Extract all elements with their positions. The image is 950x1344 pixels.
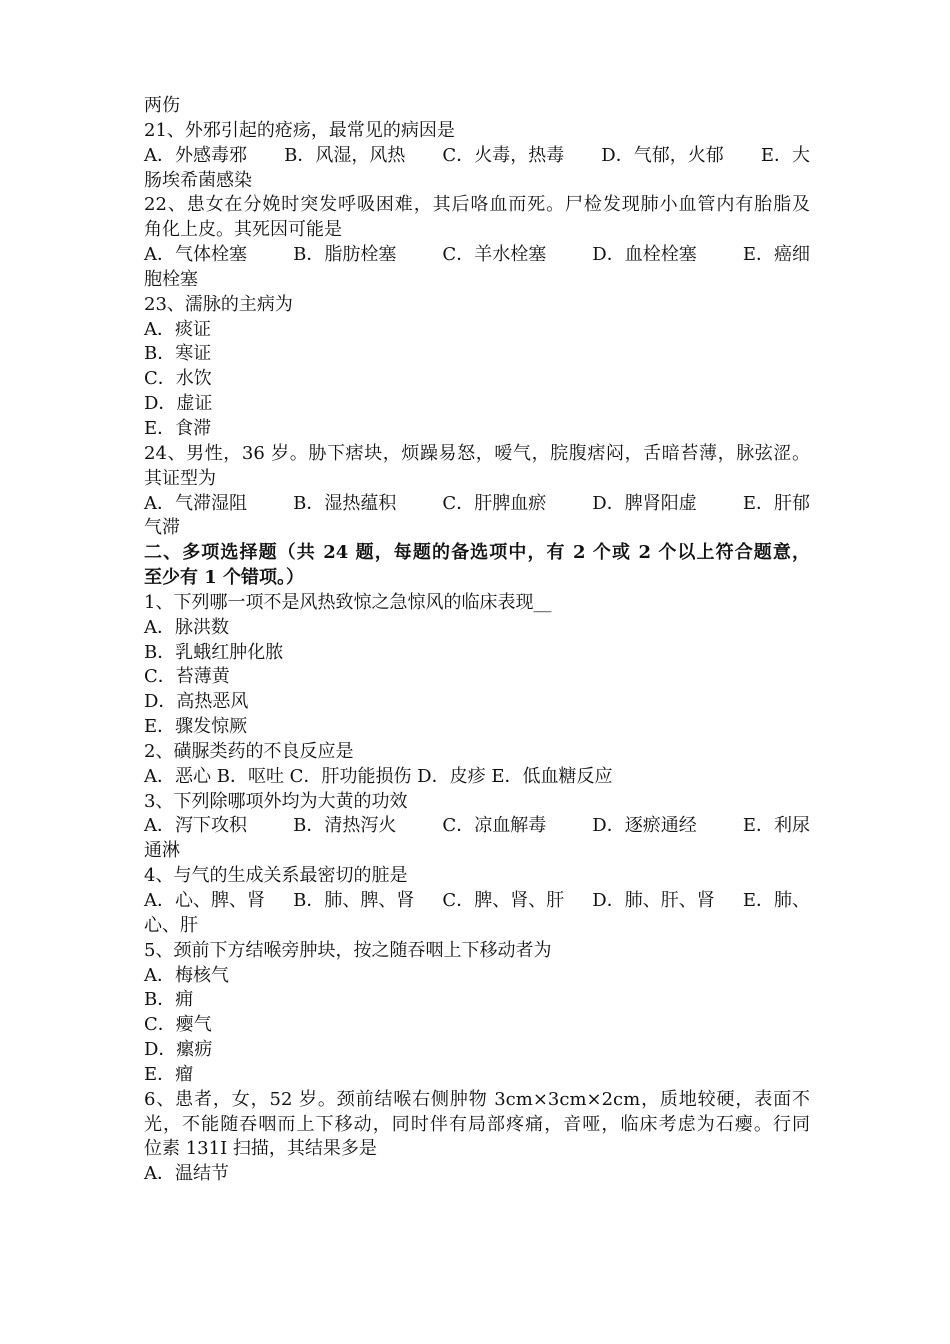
text-line: D．瘰疬 <box>144 1039 213 1061</box>
option-text: E．利尿 <box>742 815 810 837</box>
options-row <box>144 492 810 517</box>
text-line: 21、外邪引起的疮疡，最常见的病因是 <box>144 119 455 141</box>
text-line: A．温结节 <box>144 1163 229 1185</box>
option-text: C．羊水栓塞 <box>442 244 547 266</box>
section-heading-line: 二、多项选择题（共 24 题，每题的备选项中，有 2 个或 2 个以上符合题意， <box>144 542 810 564</box>
text-line: A．痰证 <box>144 318 211 340</box>
text-line: C．瘿气 <box>144 1014 212 1036</box>
option-text: B．肺、脾、肾 <box>293 890 415 911</box>
text-line: A．恶心 B．呕吐 C．肝功能损伤 D．皮疹 E．低血糖反应 <box>144 765 613 787</box>
text-line: 胞栓塞 <box>144 268 198 290</box>
option-text: C．脾、肾、肝 <box>442 890 565 911</box>
option-text: D．血栓栓塞 <box>592 244 697 266</box>
text-line: 22、患女在分娩时突发呼吸困难，其后咯血而死。尸检发现肺小血管内有胎脂及 <box>144 194 810 216</box>
text-line: E．瘤 <box>144 1063 194 1085</box>
option-text: D．肺、肝、肾 <box>592 890 715 911</box>
option-text: A．气滞湿阻 <box>144 492 247 514</box>
text-line: 23、濡脉的主病为 <box>144 293 293 315</box>
text-line: 两伤 <box>144 95 180 116</box>
options-row <box>144 814 810 839</box>
option-text: A．外感毒邪 <box>144 144 247 166</box>
text-line: 肠埃希菌感染 <box>144 169 252 191</box>
option-text: C．火毒，热毒 <box>442 144 565 166</box>
options-row <box>144 144 810 169</box>
text-line: 1、下列哪一项不是风热致惊之急惊风的临床表现__ <box>144 591 552 613</box>
text-line: D．高热恶风 <box>144 691 249 713</box>
options-row <box>144 243 810 268</box>
option-text: B．湿热蕴积 <box>293 492 397 514</box>
text-line: B．寒证 <box>144 343 212 365</box>
option-text: A．气体栓塞 <box>144 244 247 266</box>
section-heading-line: 至少有 1 个错项。） <box>144 567 305 589</box>
text-line: A．脉洪数 <box>144 616 229 638</box>
options-row <box>144 889 810 914</box>
option-text: E．癌细 <box>742 244 810 266</box>
option-text: E．肝郁 <box>742 492 810 514</box>
option-text: E．肺、 <box>742 890 810 911</box>
text-line: 位素 131I 扫描，其结果多是 <box>144 1138 377 1160</box>
option-text: C．肝脾血瘀 <box>442 492 547 514</box>
text-line: 3、下列除哪项外均为大黄的功效 <box>144 790 408 812</box>
document-page <box>144 94 810 1187</box>
option-text: D．脾肾阳虚 <box>592 492 697 514</box>
option-text: D．气郁，火郁 <box>601 144 724 166</box>
text-line: 24、男性，36 岁。胁下痞块，烦躁易怒，嗳气，脘腹痞闷，舌暗苔薄，脉弦涩。 <box>144 442 810 464</box>
text-line: 光，不能随吞咽而上下移动，同时伴有局部疼痛，音哑，临床考虑为石瘿。行同 <box>144 1113 810 1135</box>
option-text: B．风湿，风热 <box>284 144 406 166</box>
text-line: 气滞 <box>144 517 180 539</box>
text-line: E．骤发惊厥 <box>144 716 248 738</box>
text-line: B．乳蛾红肿化脓 <box>144 641 284 663</box>
option-text: A．泻下攻积 <box>144 815 247 837</box>
text-line: C．水饮 <box>144 368 212 390</box>
text-line: 5、颈前下方结喉旁肿块，按之随吞咽上下移动者为 <box>144 939 552 961</box>
text-line: 心、肝 <box>144 914 198 936</box>
option-text: A．心、脾、肾 <box>144 890 265 911</box>
option-text: D．逐瘀通经 <box>592 815 697 837</box>
text-line: 6、患者，女，52 岁。颈前结喉右侧肿物 3cm×3cm×2cm，质地较硬，表面不 <box>144 1088 810 1110</box>
option-text: B．脂肪栓塞 <box>293 244 397 266</box>
text-line: 2、磺脲类药的不良反应是 <box>144 740 354 762</box>
text-line: A．梅核气 <box>144 964 229 986</box>
text-line: 其证型为 <box>144 467 216 489</box>
text-line: C．苔薄黄 <box>144 666 230 688</box>
text-line: E．食滞 <box>144 417 212 439</box>
text-line: 4、与气的生成关系最密切的脏是 <box>144 865 408 887</box>
option-text: C．凉血解毒 <box>442 815 547 837</box>
text-line: 角化上皮。其死因可能是 <box>144 219 342 241</box>
text-line: B．痈 <box>144 989 194 1011</box>
text-line: D．虚证 <box>144 393 213 415</box>
option-text: B．清热泻火 <box>293 815 397 837</box>
text-line: 通淋 <box>144 840 180 862</box>
option-text: E．大 <box>760 144 810 166</box>
